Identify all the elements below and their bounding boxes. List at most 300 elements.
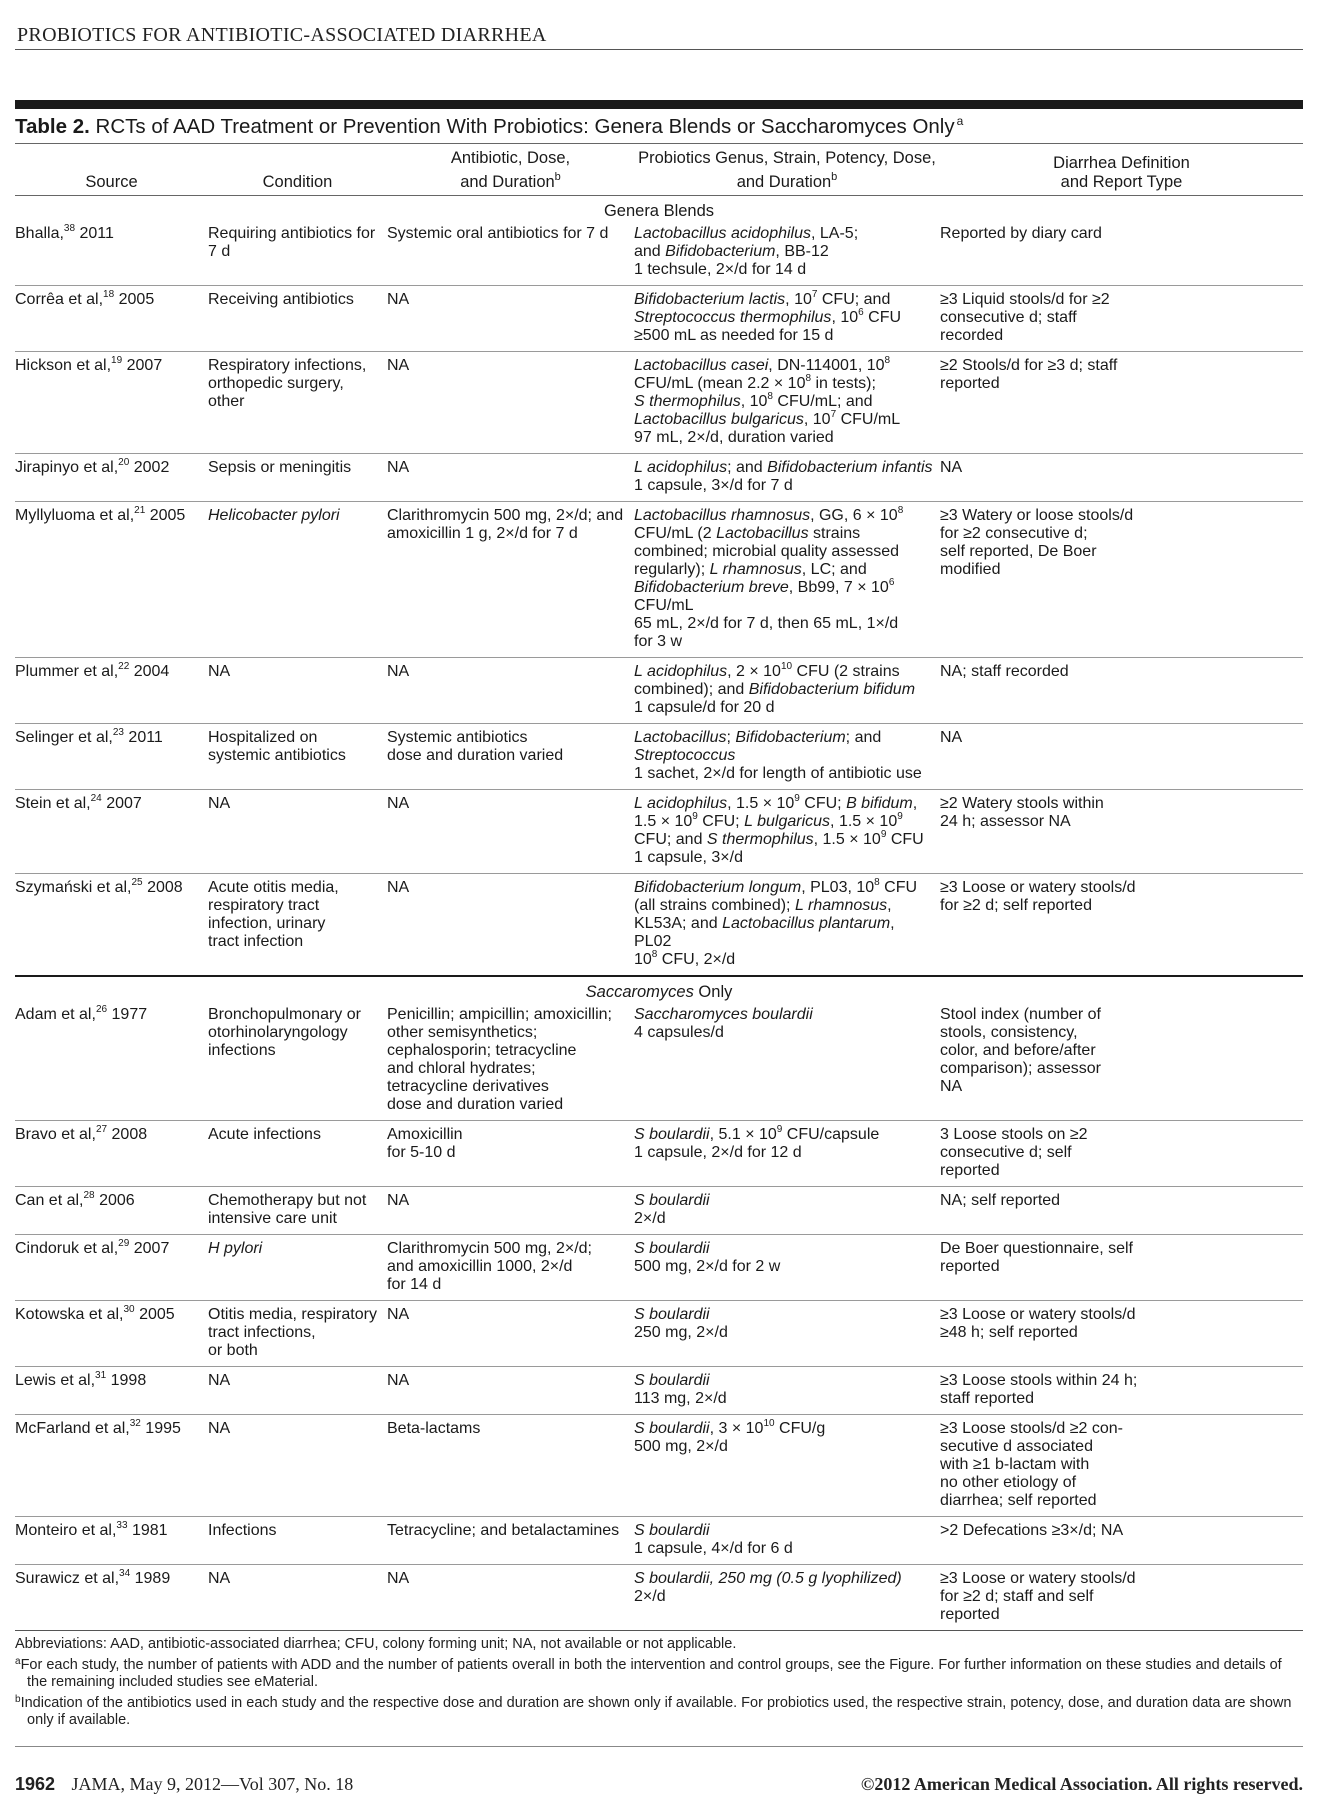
footnote-abbreviations: Abbreviations: AAD, antibiotic-associated diarrhea; CFU, colony forming unit; NA, not available or not applicable. [15, 1636, 737, 1652]
cell-line: other [208, 393, 245, 410]
table-top-rule [15, 100, 1303, 109]
condition-lines [208, 357, 381, 411]
cell-line: or both [208, 1342, 258, 1359]
copyright-notice: ©2012 American Medical Association. All rights reserved. [860, 1774, 1303, 1794]
cell-line: NA [387, 459, 410, 476]
cell-line: NA [387, 1570, 410, 1587]
cell-line: Streptococcus [634, 747, 736, 764]
cell-line: PL02 [634, 933, 672, 950]
section-heading-text: Genera Blends [603, 202, 715, 220]
journal-citation: JAMA, May 9, 2012—Vol 307, No. 18 [71, 1774, 354, 1794]
source-name: Selinger et al, [15, 729, 113, 746]
probiotic-cell [634, 1301, 940, 1367]
section-heading-italic: Saccaromyces [585, 983, 694, 1001]
source-cell [15, 790, 208, 874]
table-row [15, 1565, 1303, 1631]
cell-line: 3 Loose stools on ≥2 [940, 1126, 1088, 1143]
cell-line: for ≥2 d; staff and self [940, 1588, 1094, 1605]
source-name: Cindoruk et al, [15, 1240, 119, 1257]
reference-number: 24 [90, 793, 102, 804]
column-header-text: and Report Type [1060, 173, 1183, 191]
source-year: 2005 [139, 1306, 175, 1323]
cell-line: other semisynthetics; [387, 1024, 538, 1041]
cell-line: self reported, De Boer [940, 543, 1097, 560]
cell-line: NA [387, 1192, 410, 1209]
cell-line: Beta-lactams [387, 1420, 481, 1437]
source-year: 2002 [133, 459, 170, 476]
probiotic-lines [634, 1372, 934, 1408]
cell-line: Clarithromycin 500 mg, 2×/d; [387, 1240, 592, 1257]
definition-cell [940, 874, 1303, 977]
reference-number: 31 [95, 1370, 107, 1381]
condition-cell [208, 1001, 387, 1121]
cell-line: NA [208, 1372, 231, 1389]
cell-line: Penicillin; ampicillin; amoxicillin; [387, 1006, 612, 1023]
antibiotic-cell [387, 724, 634, 790]
probiotic-lines [634, 459, 934, 495]
reference-number: 25 [131, 877, 143, 888]
definition-lines [940, 1192, 1297, 1210]
definition-cell [940, 1121, 1303, 1187]
antibiotic-cell [387, 1517, 634, 1565]
antibiotic-lines [387, 1192, 628, 1210]
cell-line: Bifidobacterium longum, PL03, $10^8$ CFU [634, 877, 918, 896]
reference-number: 30 [123, 1304, 135, 1315]
section-heading [15, 976, 1303, 1001]
source-year: 2011 [79, 225, 114, 242]
cell-line: consecutive d; self [940, 1144, 1072, 1161]
cell-line: S boulardii [634, 1522, 710, 1539]
source-name: Myllyluoma et al, [15, 507, 135, 524]
cell-line: reported [940, 1606, 1000, 1623]
table-title-text: RCTs of AAD Treatment or Prevention With Probiotics: Genera Blends or Saccharomyces Only [95, 115, 955, 138]
source-name: Stein et al, [15, 795, 91, 812]
probiotic-lines [634, 1522, 934, 1558]
definition-cell [940, 1301, 1303, 1367]
probiotic-lines [634, 1420, 934, 1456]
cell-line: tract infections, [208, 1324, 316, 1341]
table-row [15, 286, 1303, 352]
definition-cell [940, 454, 1303, 502]
antibiotic-cell [387, 1187, 634, 1235]
cell-line: Otitis media, respiratory [208, 1306, 377, 1323]
definition-cell [940, 658, 1303, 724]
cell-line: 1 capsule, 3×/d [634, 849, 743, 866]
source-year: 2011 [128, 729, 163, 746]
definition-cell [940, 724, 1303, 790]
cell-line: intensive care unit [208, 1210, 337, 1227]
definition-lines [940, 1570, 1297, 1624]
cell-line: Lactobacillus acidophilus, LA-5; [634, 225, 859, 242]
source-cell [15, 1415, 208, 1517]
rct-table [15, 143, 1303, 1631]
definition-lines [940, 459, 1297, 477]
probiotic-cell [634, 724, 940, 790]
column-header-text: Condition [262, 173, 333, 191]
cell-line: Acute otitis media, [208, 879, 339, 896]
cell-line: and Bifidobacterium, BB-12 [634, 243, 829, 260]
source-name: Corrêa et al, [15, 291, 104, 308]
antibiotic-lines [387, 225, 628, 243]
cell-line: 1 capsule, 2×/d for 12 d [634, 1144, 802, 1161]
column-header-line [944, 173, 1299, 192]
probiotic-cell [634, 1187, 940, 1235]
cell-line: NA [208, 663, 231, 680]
page-number: 1962 [15, 1774, 56, 1794]
probiotic-lines [634, 1006, 934, 1042]
source-year: 1995 [145, 1420, 181, 1437]
cell-line: otorhinolaryngology [208, 1024, 348, 1041]
cell-line: Acute infections [208, 1126, 321, 1143]
cell-line: NA [208, 1570, 231, 1587]
condition-lines [208, 1420, 381, 1438]
column-header-line [19, 173, 204, 192]
cell-line: diarrhea; self reported [940, 1492, 1097, 1509]
column-header [940, 144, 1303, 196]
cell-line: S boulardii [634, 1306, 710, 1323]
antibiotic-lines [387, 1240, 628, 1294]
antibiotic-lines [387, 1372, 628, 1390]
cell-line: Bifidobacterium breve, Bb99, $7 \times 10^6$ [634, 577, 895, 596]
probiotic-cell [634, 1415, 940, 1517]
cell-line: for 14 d [387, 1276, 442, 1293]
cell-line: staff reported [940, 1390, 1034, 1407]
source-year: 1981 [131, 1522, 168, 1539]
section-heading-row [15, 196, 1303, 221]
antibiotic-lines [387, 795, 628, 813]
cell-line: 2×/d [634, 1210, 666, 1227]
cell-line: Lactobacillus; Bifidobacterium; and [634, 729, 882, 746]
table-body [15, 196, 1303, 1631]
definition-lines [940, 357, 1297, 393]
cell-line: ≥2 Stools/d for ≥3 d; staff [940, 357, 1118, 374]
condition-lines [208, 1522, 381, 1540]
antibiotic-lines [387, 1126, 628, 1162]
probiotic-lines [634, 663, 934, 717]
antibiotic-cell [387, 286, 634, 352]
column-header [208, 144, 387, 196]
definition-lines [940, 1306, 1297, 1342]
condition-lines [208, 1126, 381, 1144]
antibiotic-lines [387, 729, 628, 765]
probiotic-cell [634, 1565, 940, 1631]
source-name: Surawicz et al, [15, 1570, 120, 1587]
probiotic-lines [634, 879, 934, 969]
cell-line: Infections [208, 1522, 277, 1539]
source-cell [15, 220, 208, 286]
source-year: 2008 [111, 1126, 148, 1143]
cell-line: ≥3 Watery or loose stools/d [940, 507, 1134, 524]
condition-lines [208, 1570, 381, 1588]
table-row [15, 1415, 1303, 1517]
reference-number: 32 [129, 1418, 141, 1429]
footnote-a-text: For each study, the number of patients with ADD and the number of patients overall in both the intervention and control groups, see the Figure. For further information on these studies and details of the remaining included studies see eMaterial. [20, 1657, 1282, 1690]
cell-line: NA [208, 1420, 231, 1437]
cell-line: ≥3 Liquid stools/d for ≥2 [940, 291, 1110, 308]
cell-line: 1 capsule/d for 20 d [634, 699, 775, 716]
condition-cell [208, 724, 387, 790]
footnote-a-mark: a [15, 1656, 21, 1667]
column-header-line [638, 168, 936, 192]
cell-line: NA [387, 1306, 410, 1323]
source-year: 2005 [149, 507, 186, 524]
antibiotic-cell [387, 454, 634, 502]
definition-cell [940, 1517, 1303, 1565]
condition-cell [208, 1517, 387, 1565]
antibiotic-cell [387, 502, 634, 658]
reference-number: 21 [134, 505, 146, 516]
cell-line: and chloral hydrates; [387, 1060, 536, 1077]
cell-line: ≥3 Loose or watery stools/d [940, 1306, 1136, 1323]
cell-line: combined); and Bifidobacterium bifidum [634, 681, 916, 698]
cell-line: Bronchopulmonary or [208, 1006, 361, 1023]
cell-line: 113 mg, 2×/d [634, 1390, 727, 1407]
probiotic-cell [634, 1235, 940, 1301]
cell-line: L acidophilus, $1.5 \times 10^9$ CFU; B bifidum, [634, 793, 918, 812]
antibiotic-cell [387, 1121, 634, 1187]
source-cell [15, 874, 208, 977]
section-heading [15, 196, 1303, 221]
cell-line: amoxicillin 1 g, 2×/d for 7 d [387, 525, 578, 542]
probiotic-cell [634, 1517, 940, 1565]
cell-line: H pylori [208, 1240, 263, 1257]
definition-cell [940, 790, 1303, 874]
cell-line: CFU; and S thermophilus, $1.5 \times 10^9$ CFU [634, 829, 924, 848]
source-name: Lewis et al, [15, 1372, 96, 1389]
column-header [387, 144, 634, 196]
cell-line: reported [940, 1162, 1000, 1179]
probiotic-cell [634, 874, 940, 977]
probiotic-cell [634, 1121, 940, 1187]
table-row [15, 790, 1303, 874]
condition-cell [208, 1121, 387, 1187]
cell-line: dose and duration varied [387, 1096, 564, 1113]
antibiotic-cell [387, 1001, 634, 1121]
cell-line: ≥2 Watery stools within [940, 795, 1104, 812]
antibiotic-lines [387, 291, 628, 309]
condition-cell [208, 1415, 387, 1517]
cell-line: S thermophilus, $10^8$ CFU/mL; and [634, 391, 873, 410]
definition-lines [940, 1522, 1297, 1540]
probiotic-cell [634, 220, 940, 286]
cell-line: Lactobacillus rhamnosus, GG, $6 \times 10^8$ [634, 505, 904, 524]
cell-line: Lactobacillus casei, DN-114001, $10^8$ [634, 355, 891, 374]
definition-cell [940, 1235, 1303, 1301]
source-cell [15, 1235, 208, 1301]
table-row [15, 1001, 1303, 1121]
probiotic-cell [634, 1001, 940, 1121]
antibiotic-lines [387, 1306, 628, 1324]
table-row [15, 1301, 1303, 1367]
table-row [15, 874, 1303, 977]
cell-line: orthopedic surgery, [208, 375, 344, 392]
condition-lines [208, 1306, 381, 1360]
cell-line: NA [387, 663, 410, 680]
condition-lines [208, 663, 381, 681]
antibiotic-cell [387, 658, 634, 724]
condition-cell [208, 352, 387, 454]
probiotic-lines [634, 507, 934, 651]
column-header-line: Diarrhea Definition [1053, 154, 1190, 172]
condition-lines [208, 879, 381, 951]
column-header-line [391, 168, 630, 192]
condition-cell [208, 1367, 387, 1415]
source-cell [15, 286, 208, 352]
footnotes [15, 1636, 1305, 1729]
table-row [15, 502, 1303, 658]
probiotic-cell [634, 790, 940, 874]
source-year: 2007 [133, 1240, 170, 1257]
column-header-text: Source [85, 173, 138, 191]
source-cell [15, 454, 208, 502]
reference-number: 26 [95, 1004, 108, 1015]
cell-line: ≥3 Loose or watery stools/d [940, 879, 1136, 896]
cell-line: Receiving antibiotics [208, 291, 354, 308]
condition-lines [208, 1006, 381, 1060]
section-heading-row [15, 976, 1303, 1001]
antibiotic-lines [387, 459, 628, 477]
definition-lines [940, 1372, 1297, 1408]
cell-line: 24 h; assessor NA [940, 813, 1071, 830]
probiotic-lines [634, 1240, 934, 1276]
source-name: Kotowska et al, [15, 1306, 124, 1323]
condition-lines [208, 225, 381, 261]
reference-number: 19 [111, 355, 123, 366]
cell-line: for 3 w [634, 633, 683, 650]
cell-line: NA [387, 795, 410, 812]
source-cell [15, 1001, 208, 1121]
source-cell [15, 502, 208, 658]
footer-rule [15, 1746, 1303, 1747]
reference-number: 28 [83, 1190, 95, 1201]
page-footer [15, 1774, 1303, 1798]
cell-line: ≥48 h; self reported [940, 1324, 1078, 1341]
source-cell [15, 352, 208, 454]
cell-line: reported [940, 1258, 1000, 1275]
cell-line: stools, consistency, [940, 1024, 1078, 1041]
source-name: Plummer et al, [15, 663, 119, 680]
table-title [15, 114, 963, 139]
antibiotic-lines [387, 1420, 628, 1438]
antibiotic-lines [387, 1570, 628, 1588]
definition-cell [940, 352, 1303, 454]
footnote-b-mark: b [15, 1694, 21, 1705]
cell-line: CFU/mL (mean $2.2 \times 10^8$ in tests); [634, 373, 876, 392]
cell-line: and amoxicillin 1000, 2×/d [387, 1258, 573, 1275]
antibiotic-lines [387, 879, 628, 897]
reference-number: 22 [118, 661, 130, 672]
condition-cell [208, 1301, 387, 1367]
definition-lines [940, 1126, 1297, 1180]
antibiotic-cell [387, 1301, 634, 1367]
antibiotic-cell [387, 874, 634, 977]
source-cell [15, 1517, 208, 1565]
cell-line: Streptococcus thermophilus, $10^6$ CFU [634, 307, 902, 326]
cell-line: NA [387, 879, 410, 896]
source-year: 1998 [110, 1372, 147, 1389]
column-header-line: Probiotics Genus, Strain, Potency, Dose, [638, 149, 936, 167]
cell-line: combined; microbial quality assessed [634, 543, 900, 560]
cell-line: tract infection [208, 933, 304, 950]
cell-line: NA [387, 1372, 410, 1389]
source-name: Jirapinyo et al, [15, 459, 119, 476]
condition-cell [208, 1187, 387, 1235]
probiotic-lines [634, 225, 934, 279]
cell-line: NA [940, 459, 963, 476]
cell-line: Respiratory infections, [208, 357, 367, 374]
definition-lines [940, 291, 1297, 345]
probiotic-cell [634, 658, 940, 724]
cell-line: NA [387, 291, 410, 308]
reference-number: 33 [116, 1520, 128, 1531]
antibiotic-lines [387, 1006, 628, 1114]
source-name: Hickson et al, [15, 357, 112, 374]
cell-line: infection, urinary [208, 915, 326, 932]
table-row [15, 658, 1303, 724]
table-row [15, 1367, 1303, 1415]
cell-line: reported [940, 375, 1000, 392]
cell-line: 1 capsule, 3×/d for 7 d [634, 477, 793, 494]
probiotic-lines [634, 795, 934, 867]
header-rule [15, 49, 1303, 50]
cell-line: 7 d [208, 243, 231, 260]
cell-line: for ≥2 d; self reported [940, 897, 1092, 914]
cell-line: Systemic antibiotics [387, 729, 528, 746]
cell-line: color, and before/after [940, 1042, 1096, 1059]
cell-line: S boulardii [634, 1372, 710, 1389]
probiotic-lines [634, 1570, 934, 1606]
cell-line: Saccharomyces boulardii [634, 1006, 813, 1023]
cell-line: 4 capsules/d [634, 1024, 724, 1041]
probiotic-lines [634, 1192, 934, 1228]
cell-line: S boulardii [634, 1240, 710, 1257]
condition-lines [208, 1240, 381, 1258]
source-cell [15, 1301, 208, 1367]
footnote-a [15, 1653, 1305, 1691]
probiotic-cell [634, 286, 940, 352]
cell-line: dose and duration varied [387, 747, 564, 764]
table-label: Table 2. [15, 115, 90, 138]
cell-line: S boulardii, $3 \times 10^{10}$ CFU/g [634, 1418, 826, 1437]
cell-line: S boulardii, 250 mg (0.5 g lyophilized) [634, 1570, 902, 1587]
reference-number: 29 [118, 1238, 130, 1249]
source-name: Adam et al, [15, 1006, 96, 1023]
source-cell [15, 1121, 208, 1187]
cell-line: CFU/mL [634, 597, 694, 614]
source-year: 1989 [134, 1570, 171, 1587]
reference-number: 23 [112, 727, 124, 738]
antibiotic-cell [387, 1415, 634, 1517]
probiotic-lines [634, 729, 934, 783]
reference-number: 27 [95, 1124, 108, 1135]
source-year: 2007 [106, 795, 142, 812]
definition-lines [940, 879, 1297, 915]
cell-line: infections [208, 1042, 276, 1059]
condition-cell [208, 454, 387, 502]
cell-line: Stool index (number of [940, 1006, 1101, 1023]
antibiotic-cell [387, 790, 634, 874]
cell-line: 500 mg, 2×/d [634, 1438, 728, 1455]
cell-line: 1 capsule, 4×/d for 6 d [634, 1540, 793, 1557]
definition-cell [940, 1415, 1303, 1517]
cell-line: ≥3 Loose stools/d ≥2 con- [940, 1420, 1123, 1437]
definition-cell [940, 220, 1303, 286]
definition-lines [940, 1420, 1297, 1510]
definition-cell [940, 286, 1303, 352]
cell-line: 97 mL, 2×/d, duration varied [634, 429, 834, 446]
source-cell [15, 724, 208, 790]
table-header-row [15, 144, 1303, 196]
